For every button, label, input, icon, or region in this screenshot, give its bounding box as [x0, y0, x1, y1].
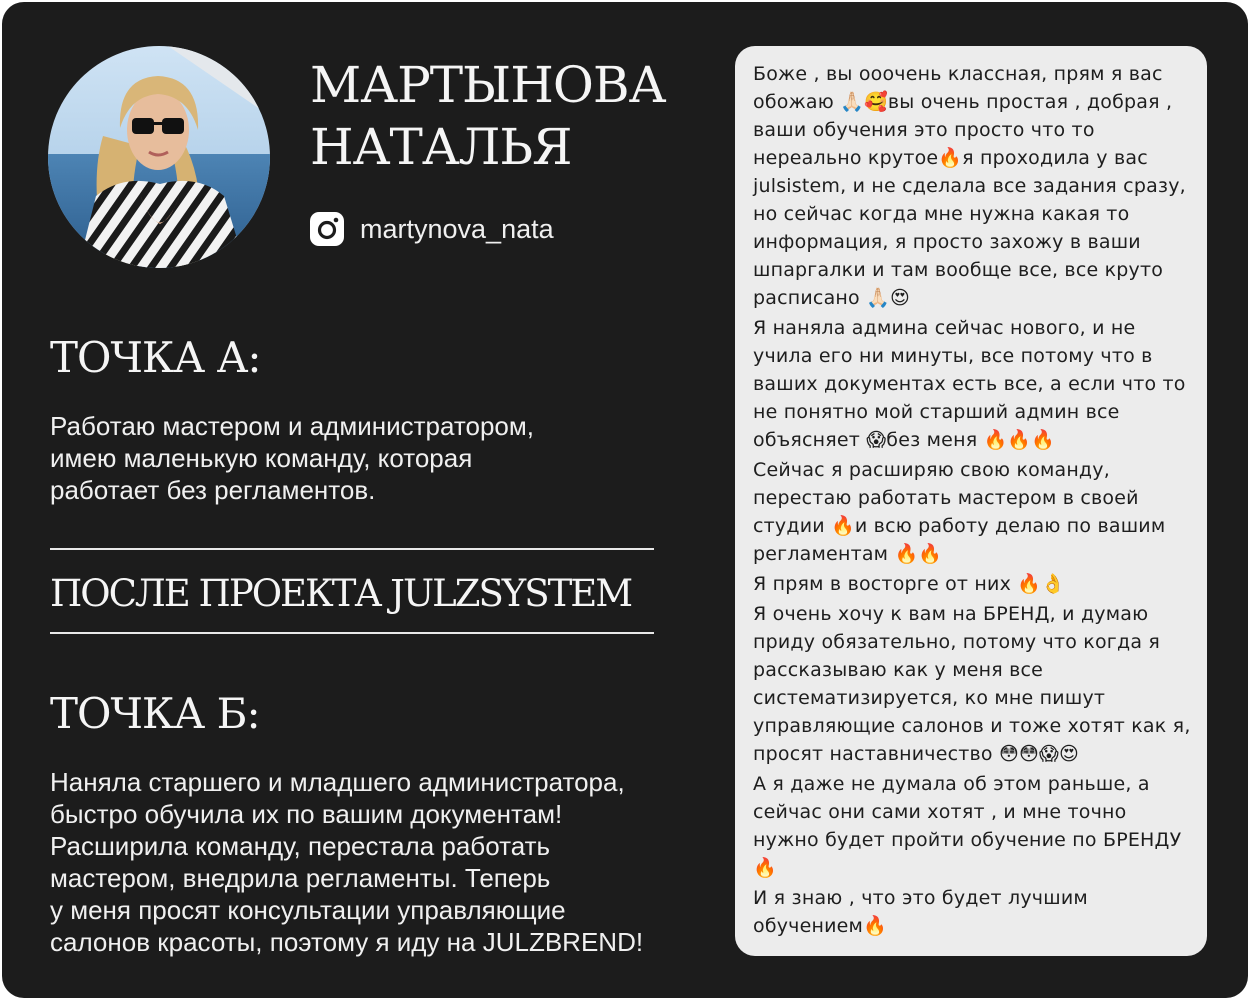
testimonial-card [2, 2, 1248, 998]
instagram-icon [310, 212, 344, 246]
person-name [310, 54, 665, 178]
review-paragraph: Я очень хочу к вам на БРЕНД, и думаю приду обязательно, потому что когда я рассказываю как у меня все систематизируется, ко мне пишут управляющие салонов и тоже хотят как я, просят наставничество 😳😳😱😍 [753, 603, 1191, 765]
review-paragraph: И я знаю , что это будет лучшим обучением🔥 [753, 887, 1088, 937]
name-line-1: МАРТЫНОВА [310, 56, 666, 114]
review-paragraph: Боже , вы ооочень классная, прям я вас обожаю 🙏🏻🥰вы очень простая , добрая , ваши обучения это просто что то нереально крутое🔥я проходила у вас julsistem, и не сделала все задания сразу, но сейчас когда мне нужна какая то информация, я просто захожу в ваши шпаргалки и там вообще все, все круто расписано 🙏🏻😍 [753, 63, 1186, 309]
review-paragraph: Я наняла админа сейчас нового, и не учила его ни минуты, все потому что в ваших документах есть все, а если что то не понятно мой старший админ все объясняет 😱без меня 🔥🔥🔥 [753, 317, 1186, 451]
instagram-link[interactable] [310, 212, 554, 246]
name-line-2: НАТАЛЬЯ [310, 118, 572, 176]
review-message-bubble [735, 46, 1207, 956]
point-b-text: Наняла старшего и младшего администратора, быстро обучила их по вашим документам! Расширила команду, перестала работать мастером, внедрила регламенты. Теперь у меня просят консультации управляющие салонов красоты, поэтому я иду на JULZBREND! [50, 767, 644, 957]
review-paragraph: А я даже не думала об этом раньше, а сейчас они сами хотят , и мне точно нужно будет пройти обучение по БРЕНДУ 🔥 [753, 773, 1182, 879]
avatar [48, 46, 270, 268]
divider-bottom [50, 632, 654, 634]
review-paragraph: Я прям в восторге от них 🔥👌 [753, 573, 1065, 595]
point-a-heading: ТОЧКА А: [50, 333, 261, 382]
point-a-text: Работаю мастером и администратором, имею маленькую команду, которая работает без регламентов. [50, 411, 534, 505]
after-project-heading: ПОСЛЕ ПРОЕКТА JULZSYSTEM [50, 572, 632, 615]
review-paragraph: Сейчас я расширяю свою команду, перестаю работать мастером в своей студии 🔥и всю работу делаю по вашим регламентам 🔥🔥 [753, 459, 1166, 565]
point-b-heading: ТОЧКА Б: [50, 689, 260, 738]
divider-top [50, 548, 654, 550]
instagram-handle: martynova_nata [360, 213, 554, 244]
